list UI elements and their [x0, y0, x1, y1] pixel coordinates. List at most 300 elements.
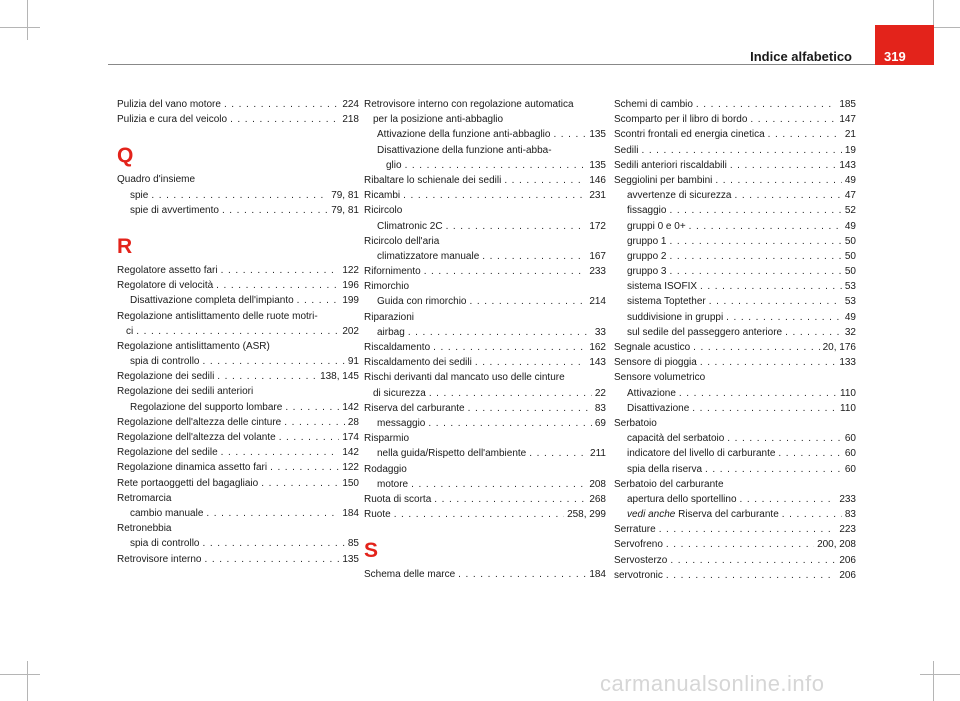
index-subentry [614, 203, 856, 218]
entry-term: Seggiolini per bambini [614, 174, 713, 186]
dot-leader [411, 477, 586, 492]
dot-leader [428, 416, 592, 431]
index-entry [614, 568, 856, 583]
entry-term: spie [130, 189, 149, 201]
entry-term: Regolazione del sedile [117, 447, 218, 459]
entry-term: indicatore del livello di carburante [627, 448, 776, 460]
index-subentry [614, 386, 856, 401]
page-title: Indice alfabetico [750, 49, 852, 64]
index-subentry [614, 294, 856, 309]
index-subentry [614, 188, 856, 203]
dot-leader [434, 492, 586, 507]
entry-term: motore [377, 478, 409, 490]
entry-term: climatizzatore manuale [377, 250, 480, 262]
entry-term: gruppo 3 [627, 266, 667, 278]
entry-page-ref[interactable]: 211 [590, 448, 606, 460]
dot-leader [403, 188, 586, 203]
entry-term: airbag [377, 326, 405, 338]
dot-leader [679, 386, 837, 401]
dot-leader [204, 552, 339, 567]
entry-term: per la posizione anti-abbaglio [373, 114, 504, 126]
entry-term: apertura dello sportellino [627, 493, 737, 505]
index-subentry [614, 325, 856, 340]
index-subentry [614, 279, 856, 294]
entry-term: Regolazione dei sedili anteriori [117, 386, 254, 398]
dot-leader [151, 188, 328, 203]
entry-term: Sedili [614, 144, 639, 156]
entry-term: Disattivazione [627, 402, 690, 414]
entry-page-ref[interactable]: 83 [594, 402, 606, 414]
dot-leader [216, 278, 339, 293]
index-subentry [364, 416, 606, 431]
index-subentry [117, 400, 359, 415]
entry-term: Pulizia e cura del veicolo [117, 114, 228, 126]
index-entry [364, 188, 606, 203]
index-subentry [364, 127, 606, 142]
entry-term: Serrature [614, 524, 656, 536]
entry-page-ref[interactable]: 79, 81 [331, 204, 359, 216]
index-subentry [614, 249, 856, 264]
entry-term: Regolazione dell'altezza del volante [117, 432, 276, 443]
entry-page-ref[interactable]: 83 [844, 509, 856, 521]
entry-page-ref[interactable]: 49 [844, 220, 856, 232]
dot-leader [284, 415, 345, 430]
entry-term: Schema delle marce [364, 569, 456, 581]
crop-mark [933, 661, 934, 701]
index-entry [364, 264, 606, 279]
dot-leader [458, 567, 586, 582]
entry-page-ref[interactable]: 184 [589, 569, 606, 581]
dot-leader [446, 219, 587, 234]
entry-term: Regolazione antislittamento (ASR) [117, 340, 270, 352]
entry-term: Rete portaoggetti del bagagliaio [117, 477, 259, 489]
entry-page-ref[interactable]: 206 [839, 554, 856, 566]
entry-page-ref[interactable]: 200, 208 [817, 539, 856, 551]
entry-term: Sedili anteriori riscaldabili [614, 159, 727, 171]
entry-term: sul sedile del passeggero anteriore [627, 326, 783, 338]
entry-term: Serbatoio [614, 417, 657, 429]
entry-term: spie di avvertimento [130, 204, 219, 216]
dot-leader [222, 203, 328, 218]
crop-mark [920, 674, 960, 675]
index-subentry [364, 219, 606, 234]
index-column-3 [614, 97, 856, 583]
index-entry [364, 567, 606, 582]
dot-leader [221, 445, 340, 460]
dot-leader [715, 173, 841, 188]
index-entry [364, 401, 606, 416]
index-entry [117, 172, 359, 187]
entry-term: Risparmio [364, 433, 410, 445]
entry-page-ref[interactable]: 50 [844, 266, 856, 278]
entry-page-ref[interactable]: 142 [342, 401, 359, 413]
index-entry [614, 340, 856, 355]
index-subentry [117, 188, 359, 203]
index-entry [117, 112, 359, 127]
entry-page-ref[interactable]: 147 [839, 114, 856, 126]
index-subentry [364, 249, 606, 264]
entry-term: Attivazione della funzione anti-abbaglio [377, 129, 551, 141]
entry-term: servotronic [614, 569, 663, 581]
dot-leader [778, 446, 841, 461]
dot-leader [705, 462, 842, 477]
watermark: carmanualsonline.info [600, 671, 825, 696]
index-entry [117, 384, 359, 399]
dot-leader [709, 294, 842, 309]
entry-term: Ricircolo dell'aria [364, 235, 440, 247]
entry-term: suddivisione in gruppi [627, 311, 724, 323]
entry-term: Sensore di pioggia [614, 357, 697, 369]
entry-page-ref[interactable]: 91 [347, 356, 359, 368]
crop-mark [27, 0, 28, 40]
dot-leader [224, 97, 339, 112]
entry-term: Rifornimento [364, 266, 421, 278]
entry-page-ref[interactable]: 223 [839, 524, 856, 536]
entry-term: Disattivazione della funzione anti-abba- [377, 144, 552, 156]
index-entry [364, 355, 606, 370]
index-entry [364, 310, 606, 325]
entry-term: sistema Toptether [627, 296, 706, 308]
entry-page-ref[interactable]: 22 [594, 387, 606, 399]
dot-leader [666, 537, 814, 552]
dot-leader [433, 340, 586, 355]
dot-leader [669, 249, 841, 264]
index-entry [614, 537, 856, 552]
entry-page-ref[interactable]: 53 [844, 296, 856, 308]
dot-leader [553, 127, 586, 142]
index-entry [117, 97, 359, 112]
dot-leader [641, 143, 841, 158]
dot-leader [750, 112, 836, 127]
index-subentry [614, 219, 856, 234]
dot-leader [504, 173, 586, 188]
entry-page-ref[interactable]: 85 [347, 538, 359, 550]
index-entry [117, 491, 359, 506]
entry-term: Climatronic 2C [377, 220, 443, 232]
entry-term: sistema ISOFIX [627, 281, 698, 293]
index-entry [614, 173, 856, 188]
entry-page-ref[interactable]: 150 [342, 477, 359, 489]
entry-term: Regolatore assetto fari [117, 264, 218, 276]
section-letter: Q [117, 144, 134, 168]
entry-term: Rodaggio [364, 463, 407, 475]
dot-leader [730, 158, 836, 173]
index-entry [614, 416, 856, 431]
entry-term: nella guida/Rispetto dell'ambiente [377, 448, 527, 460]
dot-leader [394, 507, 564, 522]
index-entry [117, 430, 359, 445]
section-letter: S [364, 539, 379, 563]
index-entry [364, 173, 606, 188]
dot-leader [230, 112, 339, 127]
dot-leader [297, 293, 340, 308]
entry-page-ref[interactable]: 184 [342, 507, 359, 519]
entry-term: Riscaldamento [364, 342, 431, 353]
entry-page-ref[interactable]: 268 [589, 493, 606, 505]
entry-term: Guida con rimorchio [377, 296, 467, 308]
entry-page-ref[interactable]: 135 [342, 553, 359, 565]
dot-leader [202, 536, 344, 551]
entry-page-ref[interactable]: 60 [844, 463, 856, 475]
index-subentry [117, 354, 359, 369]
index-entry [364, 279, 606, 294]
entry-term: Regolazione antislittamento delle ruote motri- [117, 310, 318, 322]
entry-page-ref[interactable]: 69 [594, 417, 606, 429]
dot-leader [689, 219, 842, 234]
dot-leader [669, 264, 841, 279]
dot-leader [202, 354, 344, 369]
index-entry [117, 339, 359, 354]
entry-page-ref[interactable]: 32 [844, 326, 856, 338]
dot-leader [468, 401, 592, 416]
dot-leader [669, 234, 841, 249]
index-entry [117, 552, 359, 567]
entry-page-ref[interactable]: 33 [594, 326, 606, 338]
entry-term: Ruota di scorta [364, 493, 432, 505]
entry-term: Rischi derivanti dal mancato uso delle cinture [364, 372, 565, 384]
entry-page-ref[interactable]: 122 [342, 462, 359, 474]
dot-leader [670, 553, 836, 568]
index-subentry [364, 477, 606, 492]
crop-mark [0, 674, 40, 675]
index-entry [117, 460, 359, 475]
index-subentry [117, 203, 359, 218]
index-subentry [364, 112, 606, 127]
index-subentry [614, 507, 856, 522]
index-entry [364, 370, 606, 385]
entry-page-ref[interactable]: 52 [844, 205, 856, 217]
entry-term: fissaggio [627, 205, 667, 217]
dot-leader [529, 446, 587, 461]
index-entry [614, 127, 856, 142]
dot-leader [261, 476, 339, 491]
index-entry [614, 370, 856, 385]
entry-term: Ricambi [364, 190, 401, 202]
entry-term: Serbatoio del carburante [614, 478, 724, 490]
index-entry [117, 263, 359, 278]
index-column-1 [117, 97, 359, 567]
index-entry [614, 355, 856, 370]
entry-page-ref[interactable]: 167 [589, 250, 606, 262]
dot-leader [429, 386, 592, 401]
index-subentry [614, 462, 856, 477]
entry-page-ref[interactable]: 142 [342, 447, 359, 459]
entry-page-ref[interactable]: 21 [844, 129, 856, 141]
entry-page-ref[interactable]: 122 [342, 264, 359, 276]
entry-term: vedi anche Riserva del carburante [627, 509, 779, 521]
entry-page-ref[interactable]: 28 [347, 416, 359, 428]
entry-term: Pulizia del vano motore [117, 99, 221, 110]
entry-page-ref[interactable]: 60 [844, 448, 856, 460]
index-subentry [364, 143, 606, 158]
entry-page-ref[interactable]: 214 [589, 296, 606, 308]
index-entry [364, 203, 606, 218]
entry-page-ref[interactable]: 50 [844, 235, 856, 247]
dot-leader [768, 127, 842, 142]
index-subentry [614, 264, 856, 279]
entry-page-ref[interactable]: 185 [839, 99, 856, 110]
entry-page-ref[interactable]: 224 [342, 99, 359, 110]
entry-page-ref[interactable]: 174 [342, 432, 359, 443]
entry-term: ci [126, 325, 134, 337]
entry-term: Retrovisore interno con regolazione automatica [364, 99, 574, 110]
entry-term: Schemi di cambio [614, 99, 693, 110]
entry-term: Segnale acustico [614, 342, 691, 353]
entry-term: Regolatore di velocità [117, 280, 214, 292]
dot-leader [693, 340, 819, 355]
entry-page-ref[interactable]: 172 [589, 220, 606, 232]
section-letter: R [117, 234, 133, 258]
entry-term: avvertenze di sicurezza [627, 190, 732, 202]
index-entry [117, 476, 359, 491]
entry-page-ref[interactable]: 133 [839, 357, 856, 369]
dot-leader [217, 369, 317, 384]
entry-term: gruppo 1 [627, 235, 667, 247]
entry-term: Regolazione dei sedili [117, 371, 215, 383]
entry-page-ref[interactable]: 162 [589, 342, 606, 353]
entry-term: Regolazione dell'altezza delle cinture [117, 416, 282, 428]
dot-leader [136, 324, 339, 339]
index-subentry [614, 310, 856, 325]
entry-term: messaggio [377, 417, 426, 429]
entry-term: gruppo 2 [627, 250, 667, 262]
dot-leader [285, 400, 339, 415]
entry-term: spia di controllo [130, 356, 200, 368]
entry-page-ref[interactable]: 20, 176 [822, 342, 856, 353]
entry-term: Retronebbia [117, 523, 172, 535]
index-subentry [117, 324, 359, 339]
entry-term: glio [386, 159, 402, 171]
index-entry [614, 553, 856, 568]
entry-term: capacità del serbatoio [627, 433, 725, 445]
entry-page-ref[interactable]: 138, 145 [320, 371, 359, 383]
entry-page-ref[interactable]: 60 [844, 433, 856, 445]
entry-page-ref[interactable]: 50 [844, 250, 856, 262]
entry-page-ref[interactable]: 47 [844, 190, 856, 202]
dot-leader [408, 325, 592, 340]
dot-leader [405, 158, 587, 173]
entry-page-ref[interactable]: 258, 299 [567, 509, 606, 521]
entry-page-ref[interactable]: 218 [342, 114, 359, 126]
dot-leader [740, 492, 837, 507]
index-entry [614, 477, 856, 492]
index-subentry [614, 492, 856, 507]
dot-leader [726, 310, 842, 325]
index-subentry [117, 293, 359, 308]
entry-page-ref[interactable]: 79, 81 [331, 189, 359, 201]
entry-term: Attivazione [627, 387, 676, 399]
index-subentry [364, 386, 606, 401]
index-subentry [614, 234, 856, 249]
entry-term: Disattivazione completa dell'impianto [130, 295, 294, 307]
index-entry [364, 492, 606, 507]
entry-page-ref[interactable]: 199 [342, 295, 359, 307]
entry-term: Quadro d'insieme [117, 174, 196, 186]
dot-leader [482, 249, 586, 264]
entry-term: gruppi 0 e 0+ [627, 220, 686, 232]
index-subentry [614, 401, 856, 416]
index-entry [364, 507, 606, 522]
index-entry [117, 309, 359, 324]
entry-term: Servofreno [614, 539, 663, 551]
entry-page-ref[interactable]: 49 [844, 174, 856, 186]
dot-leader [475, 355, 586, 370]
index-entry [614, 112, 856, 127]
entry-page-ref[interactable]: 208 [589, 478, 606, 490]
index-entry [364, 234, 606, 249]
entry-term: Riserva del carburante [364, 402, 465, 414]
dot-leader [669, 203, 841, 218]
dot-leader [424, 264, 587, 279]
dot-leader [700, 279, 842, 294]
entry-page-ref[interactable]: 202 [342, 325, 359, 337]
header-rule [108, 64, 875, 65]
entry-term: Retrovisore interno [117, 553, 202, 565]
entry-page-ref[interactable]: 206 [839, 569, 856, 581]
index-entry [614, 143, 856, 158]
entry-page-ref[interactable]: 110 [840, 387, 856, 399]
entry-term: Riscaldamento dei sedili [364, 357, 472, 369]
entry-page-ref[interactable]: 19 [844, 144, 856, 156]
crop-mark [0, 27, 40, 28]
dot-leader [666, 568, 836, 583]
entry-term: spia di controllo [130, 538, 200, 550]
entry-page-ref[interactable]: 231 [589, 190, 606, 202]
index-entry [614, 522, 856, 537]
dot-leader [727, 431, 842, 446]
entry-term: Sensore volumetrico [614, 372, 706, 384]
entry-page-ref[interactable]: 233 [839, 493, 856, 505]
entry-page-ref[interactable]: 146 [589, 174, 606, 186]
index-entry [364, 340, 606, 355]
entry-page-ref[interactable]: 233 [589, 266, 606, 278]
index-subentry [117, 536, 359, 551]
index-subentry [364, 325, 606, 340]
index-entry [364, 431, 606, 446]
entry-page-ref[interactable]: 135 [589, 129, 606, 141]
entry-term: Retromarcia [117, 492, 172, 504]
index-entry [364, 462, 606, 477]
dot-leader [279, 430, 340, 445]
dot-leader [659, 522, 837, 537]
entry-term: Ribaltare lo schienale dei sedili [364, 174, 502, 186]
dot-leader [692, 401, 837, 416]
entry-term: cambio manuale [130, 507, 204, 519]
index-entry [117, 278, 359, 293]
entry-page-ref[interactable]: 53 [844, 281, 856, 293]
dot-leader [735, 188, 842, 203]
entry-term: Ricircolo [364, 205, 403, 217]
dot-leader [469, 294, 586, 309]
entry-page-ref[interactable]: 110 [840, 402, 856, 414]
index-subentry [117, 506, 359, 521]
index-subentry [614, 431, 856, 446]
entry-term: Ruote [364, 509, 391, 521]
dot-leader [696, 97, 836, 112]
index-entry [614, 97, 856, 112]
page-number: 319 [884, 49, 906, 64]
index-entry [117, 415, 359, 430]
entry-page-ref[interactable]: 143 [589, 357, 606, 369]
entry-page-ref[interactable]: 49 [844, 311, 856, 323]
entry-page-ref[interactable]: 143 [839, 159, 856, 171]
entry-term: Regolazione dinamica assetto fari [117, 462, 268, 474]
index-entry [117, 369, 359, 384]
entry-page-ref[interactable]: 196 [342, 280, 359, 292]
entry-term: Scomparto per il libro di bordo [614, 114, 748, 126]
entry-page-ref[interactable]: 135 [589, 159, 606, 171]
crop-mark [27, 661, 28, 701]
